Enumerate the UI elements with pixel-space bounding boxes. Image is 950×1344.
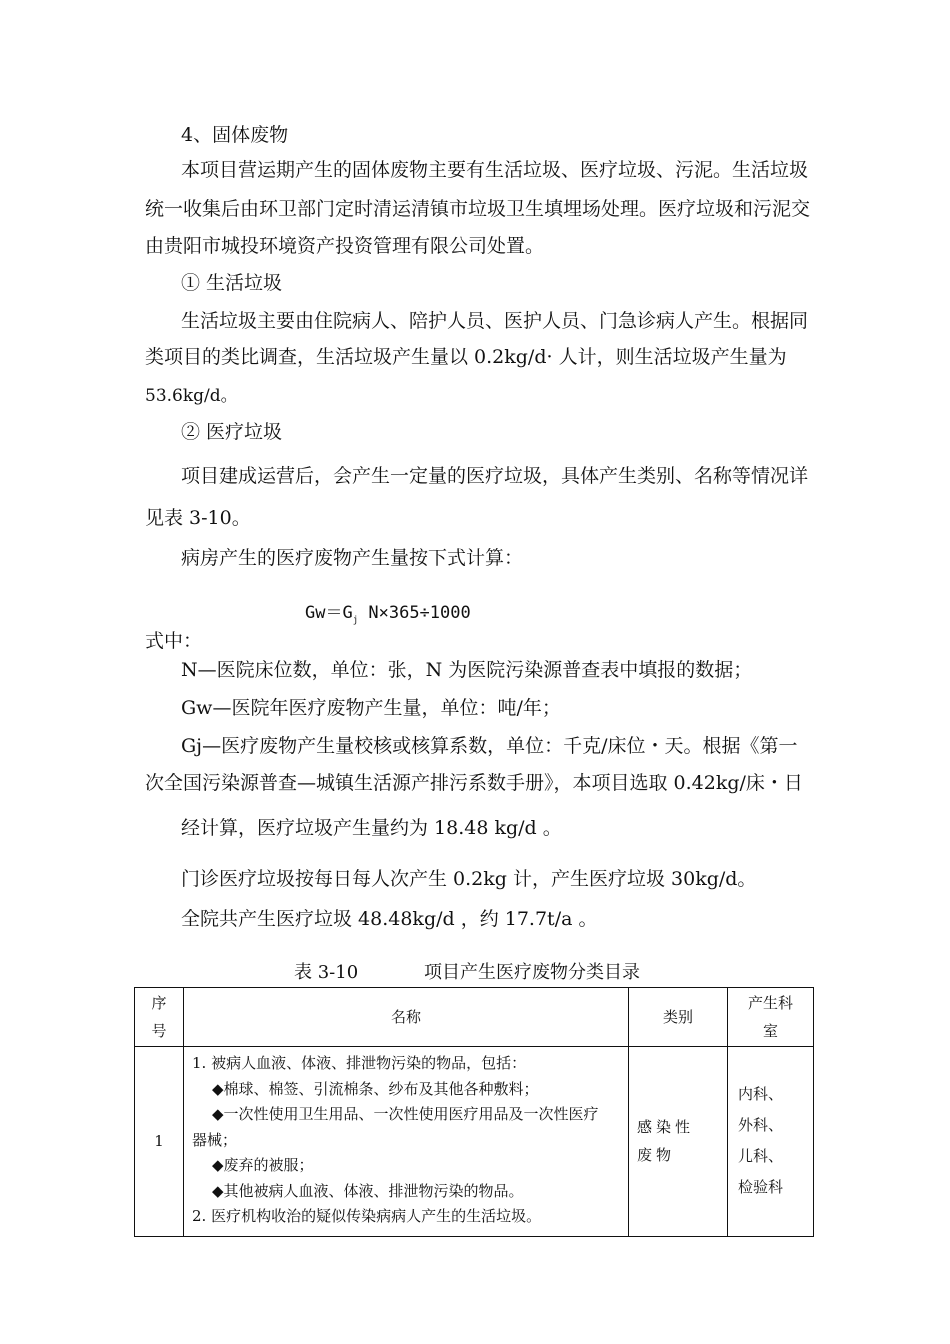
formula-subscript: j bbox=[352, 615, 359, 626]
name-line: ◆其他被病人血液、体液、排泄物污染的物品。 bbox=[212, 1181, 524, 1200]
header-seq: 序 号 bbox=[135, 988, 184, 1047]
name-line: ◆废弃的被服； bbox=[212, 1156, 314, 1174]
header-type: 类别 bbox=[629, 988, 728, 1047]
where-label: 式中： bbox=[145, 630, 203, 652]
header-name: 名称 bbox=[184, 988, 629, 1047]
table-row bbox=[135, 1047, 814, 1237]
sub2-heading: ② 医疗垃圾 bbox=[181, 421, 283, 443]
sub2-line-1: 项目建成运营后，会产生一定量的医疗垃圾，具体产生类别、名称等情况详 bbox=[181, 465, 809, 487]
row-dept: 内科、 外科、 儿科、 检验科 bbox=[728, 1047, 814, 1237]
name-line: 器械； bbox=[192, 1130, 238, 1149]
intro-line-2: 统一收集后由环卫部门定时清运清镇市垃圾卫生填埋场处理。医疗垃圾和污泥交 bbox=[145, 198, 811, 220]
sub1-line-3: 53.6kg/d。 bbox=[145, 386, 238, 406]
formula-left: Gw＝G bbox=[305, 603, 353, 623]
table-caption-number: 表 3-10 bbox=[294, 962, 359, 983]
waste-formula bbox=[305, 598, 471, 625]
section-heading: 4、固体废物 bbox=[181, 124, 289, 146]
definition-gw: Gw—医院年医疗废物产生量，单位：吨/年； bbox=[181, 697, 561, 719]
sub1-heading: ① 生活垃圾 bbox=[181, 272, 283, 294]
total-result: 全院共产生医疗垃圾 48.48kg/d ，约 17.7t/a 。 bbox=[181, 908, 598, 930]
definition-n: N—医院床位数，单位：张，N 为医院污染源普查表中填报的数据； bbox=[181, 659, 753, 681]
sub2-line-2: 见表 3-10。 bbox=[145, 507, 251, 529]
outpatient-result: 门诊医疗垃圾按每日每人次产生 0.2kg 计，产生医疗垃圾 30kg/d。 bbox=[181, 868, 757, 890]
inpatient-result: 经计算，医疗垃圾产生量约为 18.48 kg/d 。 bbox=[181, 817, 562, 839]
intro-line-1: 本项目营运期产生的固体废物主要有生活垃圾、医疗垃圾、污泥。生活垃圾 bbox=[181, 159, 809, 181]
name-line: ◆一次性使用卫生用品、一次性使用医疗用品及一次性医疗 bbox=[212, 1105, 599, 1123]
sub1-line-1: 生活垃圾主要由住院病人、陪护人员、医护人员、门急诊病人产生。根据同 bbox=[181, 310, 809, 332]
row-seq: 1 bbox=[135, 1047, 184, 1237]
sub1-line-2: 类项目的类比调查，生活垃圾产生量以 0.2kg/d· 人计，则生活垃圾产生量为 bbox=[145, 346, 787, 368]
formula-right: N×365÷1000 bbox=[358, 603, 471, 623]
definition-gj: Gj—医疗废物产生量校核或核算系数，单位：千克/床位・天。根据《第一 bbox=[181, 735, 798, 757]
intro-line-3: 由贵阳市城投环境资产投资管理有限公司处置。 bbox=[145, 235, 545, 257]
name-line: 2. 医疗机构收治的疑似传染病病人产生的生活垃圾。 bbox=[192, 1207, 542, 1225]
table-header-row bbox=[135, 988, 814, 1047]
name-line: ◆棉球、棉签、引流棉条、纱布及其他各种敷料； bbox=[212, 1079, 539, 1098]
medical-waste-table bbox=[134, 987, 814, 1237]
table-caption-title: 项目产生医疗废物分类目录 bbox=[424, 962, 640, 983]
row-type: 感染性 废物 bbox=[629, 1047, 728, 1237]
name-line: 1. 被病人血液、体液、排泄物污染的物品，包括： bbox=[192, 1054, 527, 1072]
definition-gj-cont: 次全国污染源普查—城镇生活源产排污系数手册》，本项目选取 0.42kg/床・日 bbox=[145, 772, 803, 794]
row-name bbox=[184, 1047, 629, 1237]
header-dept: 产生科 室 bbox=[728, 988, 814, 1047]
sub2-line-3: 病房产生的医疗废物产生量按下式计算： bbox=[181, 547, 524, 569]
